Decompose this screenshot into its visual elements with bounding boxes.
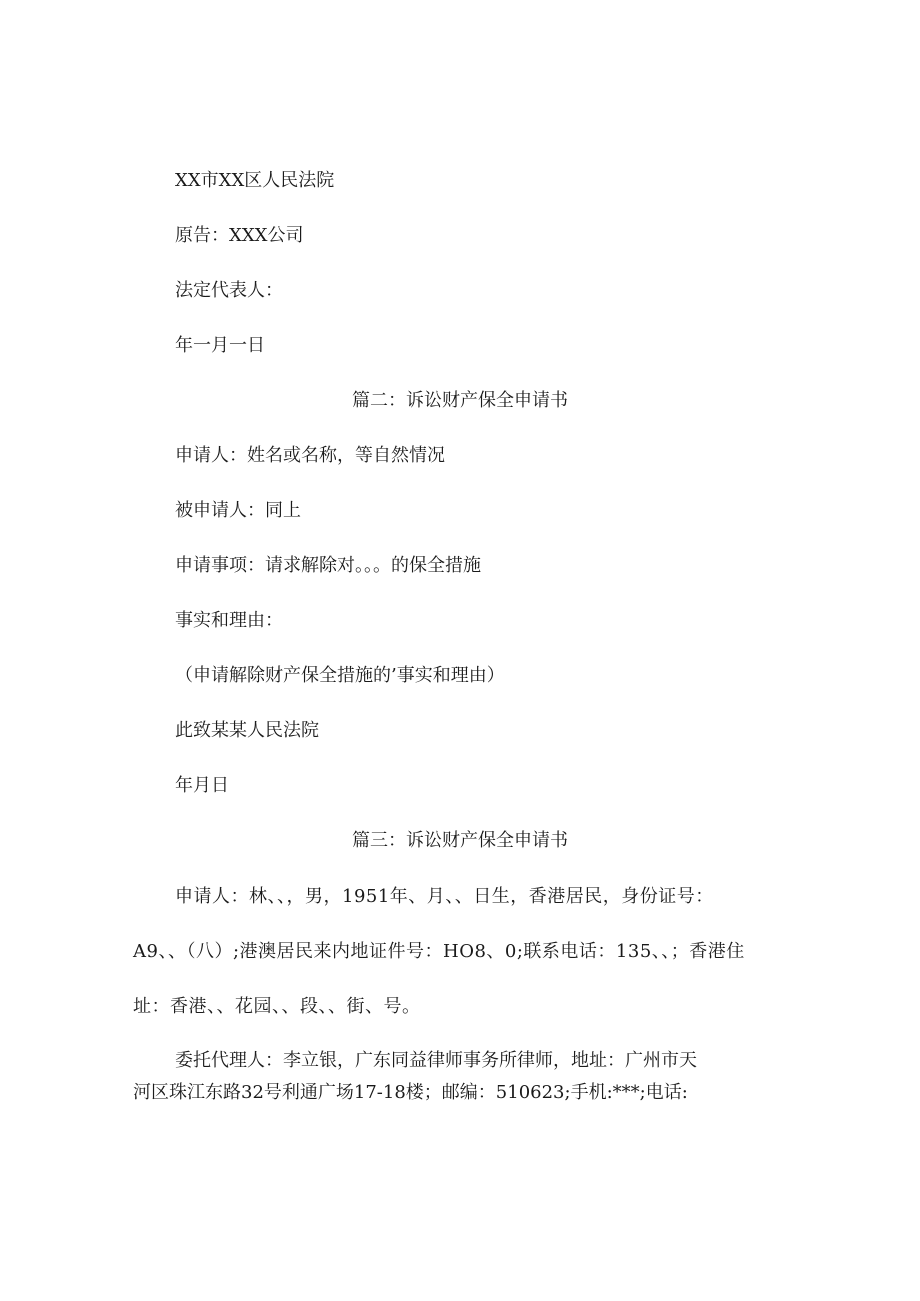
facts-note: （申请解除财产保全措施的’事实和理由）: [175, 665, 505, 686]
section-three-title: 篇三：诉讼财产保全申请书: [352, 830, 568, 851]
court-name: XX市XX区人民法院: [175, 170, 335, 191]
date-line-two: 年月日: [175, 775, 229, 796]
applicant-paragraph-line-1: 申请人：林、、，男，1951年、月、、日生，香港居民，身份证号：: [175, 886, 714, 907]
closing-line: 此致某某人民法院: [175, 720, 319, 741]
applicant-paragraph-line-2: A9、、（八）;港澳居民来内地证件号：HO8、0;联系电话：135、、；香港住: [133, 941, 745, 962]
legal-representative-line: 法定代表人：: [175, 280, 283, 301]
facts-label: 事实和理由：: [175, 610, 283, 631]
applicant-line: 申请人：姓名或名称，等自然情况: [175, 445, 445, 466]
request-line: 申请事项：请求解除对。。。的保全措施: [175, 555, 481, 576]
applicant-paragraph-line-3: 址：香港、、花园、、段、、街、号。: [133, 996, 421, 1017]
plaintiff-line: 原告：XXX公司: [175, 225, 304, 246]
agent-paragraph-line-2: 河区珠江东路32号利通广场17-18楼；邮编：510623;手机:***;电话:: [133, 1082, 688, 1103]
agent-paragraph-line-1: 委托代理人：李立银，广东同益律师事务所律师，地址：广州市天: [175, 1050, 697, 1071]
section-two-title: 篇二：诉讼财产保全申请书: [352, 390, 568, 411]
respondent-line: 被申请人：同上: [175, 500, 301, 521]
date-line: 年一月一日: [175, 335, 265, 356]
